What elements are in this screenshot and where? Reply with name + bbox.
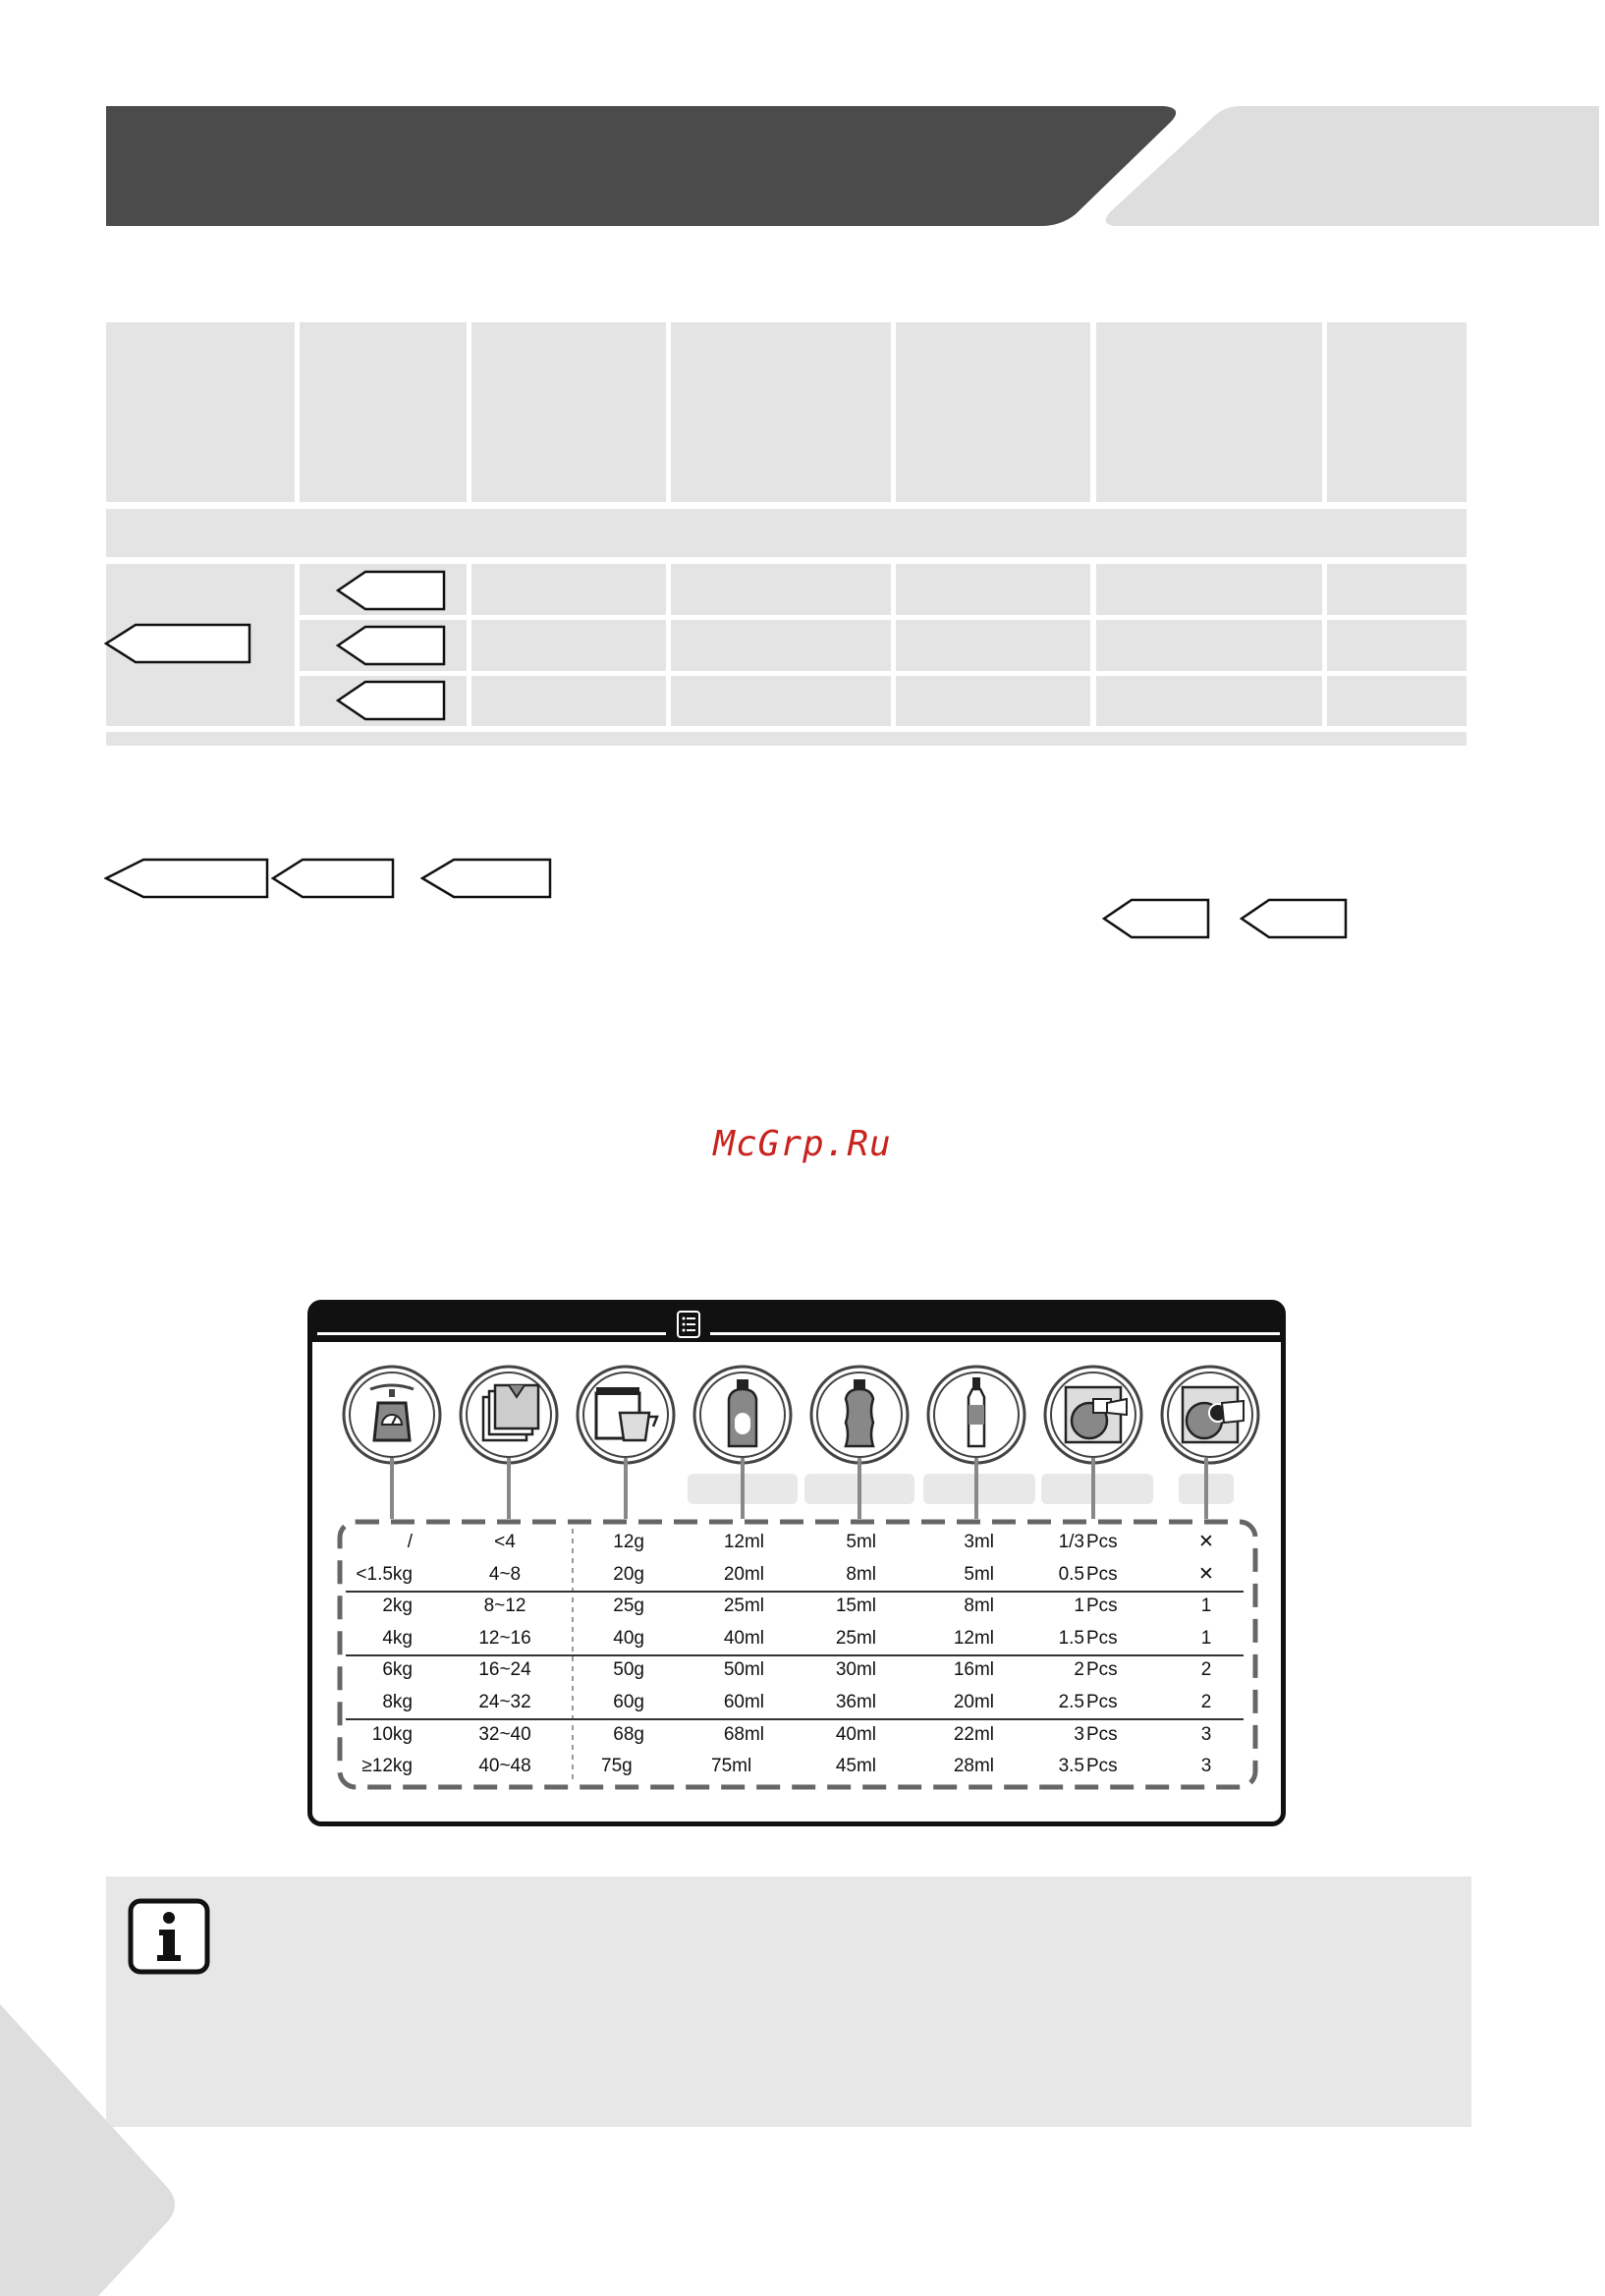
powder-cell: 20g bbox=[613, 1563, 644, 1585]
softener-bottle-icon bbox=[808, 1364, 911, 1466]
tag-shape bbox=[271, 858, 397, 899]
watermark: McGrp.Ru bbox=[713, 1124, 892, 1164]
connector-line bbox=[1204, 1458, 1208, 1519]
softener-cell: 36ml bbox=[835, 1692, 876, 1712]
liquid-detergent-bottle-icon bbox=[692, 1364, 794, 1466]
concentrate-cell: 12ml bbox=[953, 1627, 994, 1649]
tag-shape bbox=[336, 570, 448, 611]
tag-shape bbox=[336, 680, 448, 721]
connector-line bbox=[974, 1458, 978, 1519]
tag-shape bbox=[1240, 898, 1350, 939]
softener-cell: 15ml bbox=[835, 1596, 876, 1617]
tablet-unit-cell: Pcs bbox=[1086, 1563, 1118, 1585]
concentrate-cell: 22ml bbox=[953, 1723, 994, 1745]
tablet-pod-icon bbox=[1042, 1364, 1144, 1466]
weight-cell: 4kg bbox=[382, 1627, 413, 1649]
tag-shape bbox=[420, 858, 554, 899]
concentrate-bottle-icon bbox=[925, 1364, 1027, 1466]
connector-line bbox=[390, 1458, 394, 1519]
powder-cell: 25g bbox=[613, 1596, 644, 1617]
liquid-cell: 40ml bbox=[723, 1627, 764, 1649]
tablet-unit-cell: Pcs bbox=[1086, 1627, 1118, 1649]
connector-line bbox=[741, 1458, 745, 1519]
tablet-unit-cell: Pcs bbox=[1086, 1659, 1118, 1681]
weight-cell: 2kg bbox=[382, 1596, 413, 1617]
capsule-cell: 3 bbox=[1200, 1756, 1212, 1777]
weight-cell: <1.5kg bbox=[356, 1563, 413, 1585]
capsule-cell: 2 bbox=[1200, 1659, 1212, 1681]
capsule-pod-icon bbox=[1159, 1364, 1261, 1466]
tablet-cell: 2.5 bbox=[1058, 1692, 1084, 1712]
tablet-cell: 2 bbox=[1074, 1659, 1084, 1681]
liquid-cell: 20ml bbox=[723, 1563, 764, 1585]
tag-shape bbox=[104, 858, 271, 899]
clothes-cell: 32~40 bbox=[478, 1723, 531, 1745]
folded-shirts-icon bbox=[458, 1364, 560, 1466]
concentrate-cell: 28ml bbox=[953, 1756, 994, 1777]
capsule-cell: 1 bbox=[1200, 1596, 1212, 1617]
row-separator bbox=[346, 1591, 1244, 1593]
clothes-cell: <4 bbox=[494, 1532, 516, 1552]
softener-cell: 45ml bbox=[835, 1756, 876, 1777]
liquid-cell: 12ml bbox=[723, 1532, 764, 1552]
capsule-cell: 2 bbox=[1200, 1692, 1212, 1712]
tablet-unit-cell: Pcs bbox=[1086, 1756, 1118, 1777]
tablet-cell: 1 bbox=[1074, 1596, 1084, 1617]
concentrate-cell: 8ml bbox=[964, 1596, 994, 1617]
powder-cell: 68g bbox=[613, 1723, 644, 1745]
softener-cell: 5ml bbox=[846, 1532, 876, 1552]
capsule-cell: 3 bbox=[1200, 1723, 1212, 1745]
softener-cell: 8ml bbox=[846, 1563, 876, 1585]
tablet-unit-cell: Pcs bbox=[1086, 1532, 1118, 1552]
capsule-cell: ✕ bbox=[1198, 1532, 1214, 1552]
liquid-cell: 50ml bbox=[723, 1659, 764, 1681]
tablet-unit-cell: Pcs bbox=[1086, 1692, 1118, 1712]
weight-cell: / bbox=[407, 1532, 413, 1552]
tablet-cell: 3.5 bbox=[1058, 1756, 1084, 1777]
tag-shape bbox=[1102, 898, 1212, 939]
liquid-cell: 68ml bbox=[723, 1723, 764, 1745]
label-pill bbox=[923, 1474, 1035, 1504]
weight-cell: ≥12kg bbox=[361, 1756, 413, 1777]
liquid-cell: 60ml bbox=[723, 1692, 764, 1712]
softener-cell: 40ml bbox=[835, 1723, 876, 1745]
softener-cell: 30ml bbox=[835, 1659, 876, 1681]
powder-cell: 50g bbox=[613, 1659, 644, 1681]
corner-decoration bbox=[0, 2004, 196, 2296]
powder-cell: 40g bbox=[613, 1627, 644, 1649]
panel-header bbox=[312, 1305, 1281, 1342]
tablet-cell: 0.5 bbox=[1058, 1563, 1084, 1585]
powder-cell: 12g bbox=[613, 1532, 644, 1552]
tablet-cell: 1.5 bbox=[1058, 1627, 1084, 1649]
info-icon bbox=[128, 1898, 210, 1975]
concentrate-cell: 16ml bbox=[953, 1659, 994, 1681]
info-note-box bbox=[106, 1876, 1471, 2127]
concentrate-cell: 20ml bbox=[953, 1692, 994, 1712]
powder-measuring-cup-icon bbox=[575, 1364, 677, 1466]
tag-shape bbox=[104, 623, 253, 664]
label-pill bbox=[1041, 1474, 1153, 1504]
tablet-cell: 3 bbox=[1074, 1723, 1084, 1745]
concentrate-cell: 3ml bbox=[964, 1532, 994, 1552]
header-banner bbox=[0, 0, 1605, 236]
clothes-cell: 40~48 bbox=[478, 1756, 531, 1777]
capsule-cell: ✕ bbox=[1198, 1563, 1214, 1585]
clothes-cell: 4~8 bbox=[488, 1563, 522, 1585]
connector-line bbox=[507, 1458, 511, 1519]
liquid-cell: 25ml bbox=[723, 1596, 764, 1617]
clothes-cell: 12~16 bbox=[478, 1627, 531, 1649]
clothes-cell: 16~24 bbox=[478, 1659, 531, 1681]
connector-line bbox=[624, 1458, 628, 1519]
tablet-cell: 1/3 bbox=[1058, 1532, 1084, 1552]
powder-cell: 75g bbox=[601, 1756, 633, 1777]
capsule-cell: 1 bbox=[1200, 1627, 1212, 1649]
clothes-cell: 8~12 bbox=[483, 1596, 526, 1617]
tablet-unit-cell: Pcs bbox=[1086, 1723, 1118, 1745]
concentrate-cell: 5ml bbox=[964, 1563, 994, 1585]
tag-shape bbox=[336, 625, 448, 666]
softener-cell: 25ml bbox=[835, 1627, 876, 1649]
tablet-unit-cell: Pcs bbox=[1086, 1596, 1118, 1617]
weight-cell: 6kg bbox=[382, 1659, 413, 1681]
powder-cell: 60g bbox=[613, 1692, 644, 1712]
weight-cell: 10kg bbox=[371, 1723, 413, 1745]
row-separator bbox=[346, 1718, 1244, 1720]
connector-line bbox=[858, 1458, 861, 1519]
clothes-cell: 24~32 bbox=[478, 1692, 531, 1712]
scale-icon bbox=[341, 1364, 443, 1466]
liquid-cell: 75ml bbox=[711, 1756, 752, 1777]
list-icon bbox=[674, 1310, 703, 1339]
weight-cell: 8kg bbox=[382, 1692, 413, 1712]
connector-line bbox=[1091, 1458, 1095, 1519]
row-separator bbox=[346, 1654, 1244, 1656]
